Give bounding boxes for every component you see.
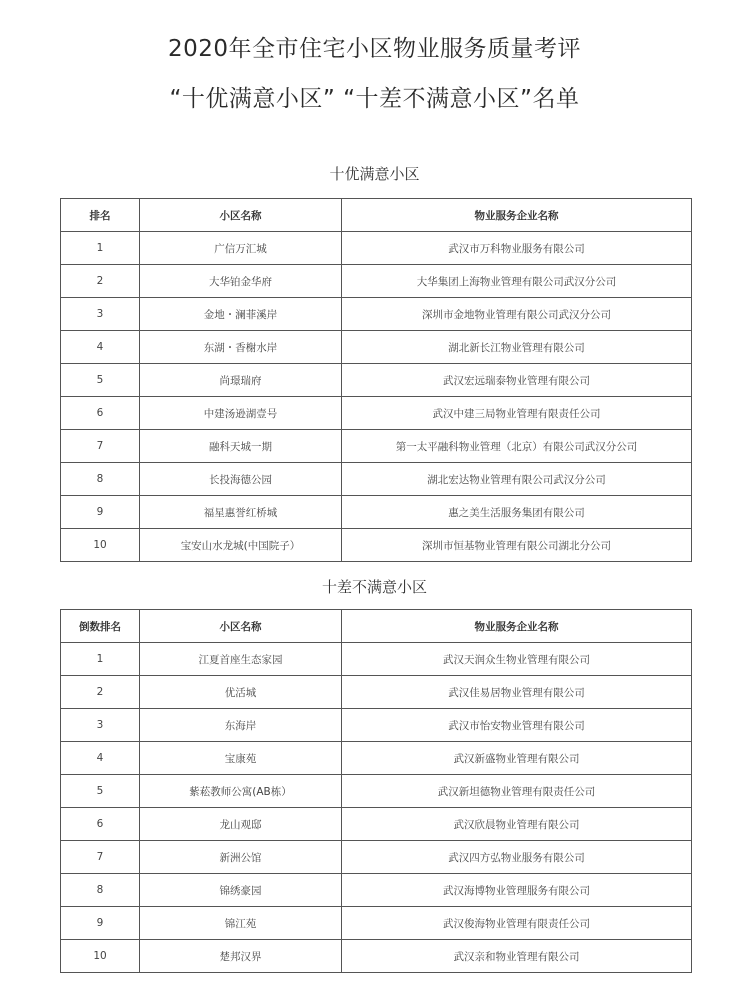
bottom-ten-table [60, 609, 692, 973]
page-title-line-2: “十优满意小区” “十差不满意小区”名单 [169, 86, 580, 112]
table-row [61, 232, 692, 265]
table-row [61, 397, 692, 430]
rank-cell: 8 [61, 463, 140, 496]
property-company-cell: 武汉欣晨物业管理有限公司 [342, 808, 692, 841]
property-company-cell: 深圳市金地物业管理有限公司武汉分公司 [342, 298, 692, 331]
table-row [61, 265, 692, 298]
header-reverse-rank: 倒数排名 [61, 610, 140, 643]
community-name-cell: 中建汤逊湖壹号 [140, 397, 342, 430]
table-row [61, 841, 692, 874]
community-name-cell: 融科天城一期 [140, 430, 342, 463]
community-name-cell: 锦绣豪园 [140, 874, 342, 907]
property-company-cell: 武汉新盛物业管理有限公司 [342, 742, 692, 775]
table-row [61, 643, 692, 676]
community-name-cell: 金地・澜菲溪岸 [140, 298, 342, 331]
rank-cell: 10 [61, 940, 140, 973]
community-name-cell: 尚璟瑞府 [140, 364, 342, 397]
table-row [61, 775, 692, 808]
community-name-cell: 广信万汇城 [140, 232, 342, 265]
table-header-row [61, 610, 692, 643]
property-company-cell: 大华集团上海物业管理有限公司武汉分公司 [342, 265, 692, 298]
property-company-cell: 武汉市万科物业服务有限公司 [342, 232, 692, 265]
page-title-line-1: 2020年全市住宅小区物业服务质量考评 [167, 36, 582, 62]
property-company-cell: 湖北新长江物业管理有限公司 [342, 331, 692, 364]
table-row [61, 331, 692, 364]
community-name-cell: 宝安山水龙城(中国院子） [140, 529, 342, 562]
rank-cell: 5 [61, 364, 140, 397]
table-row [61, 808, 692, 841]
rank-cell: 6 [61, 397, 140, 430]
table-row [61, 298, 692, 331]
property-company-cell: 武汉天润众生物业管理有限公司 [342, 643, 692, 676]
top-ten-section-title: 十优满意小区 [329, 165, 420, 183]
community-name-cell: 江夏首座生态家园 [140, 643, 342, 676]
table-row [61, 496, 692, 529]
rank-cell: 2 [61, 265, 140, 298]
rank-cell: 10 [61, 529, 140, 562]
community-name-cell: 紫菘教师公寓(AB栋） [140, 775, 342, 808]
table-row [61, 874, 692, 907]
table-row [61, 940, 692, 973]
table-row [61, 463, 692, 496]
community-name-cell: 龙山观邸 [140, 808, 342, 841]
table-row [61, 529, 692, 562]
rank-cell: 1 [61, 232, 140, 265]
community-name-cell: 东湖・香榭水岸 [140, 331, 342, 364]
rank-cell: 5 [61, 775, 140, 808]
community-name-cell: 大华铂金华府 [140, 265, 342, 298]
property-company-cell: 武汉四方弘物业服务有限公司 [342, 841, 692, 874]
table-row [61, 430, 692, 463]
table-row [61, 742, 692, 775]
table-row [61, 907, 692, 940]
table-row [61, 364, 692, 397]
property-company-cell: 武汉新坦德物业管理有限责任公司 [342, 775, 692, 808]
top-ten-table [60, 198, 692, 562]
table-header-row [61, 199, 692, 232]
rank-cell: 7 [61, 841, 140, 874]
community-name-cell: 楚邦汉界 [140, 940, 342, 973]
community-name-cell: 优活城 [140, 676, 342, 709]
property-company-cell: 武汉中建三局物业管理有限责任公司 [342, 397, 692, 430]
community-name-cell: 东海岸 [140, 709, 342, 742]
property-company-cell: 惠之美生活服务集团有限公司 [342, 496, 692, 529]
community-name-cell: 长投海德公园 [140, 463, 342, 496]
property-company-cell: 湖北宏达物业管理有限公司武汉分公司 [342, 463, 692, 496]
rank-cell: 4 [61, 742, 140, 775]
property-company-cell: 武汉海博物业管理服务有限公司 [342, 874, 692, 907]
property-company-cell: 武汉亲和物业管理有限公司 [342, 940, 692, 973]
header-rank: 排名 [61, 199, 140, 232]
rank-cell: 2 [61, 676, 140, 709]
community-name-cell: 新洲公馆 [140, 841, 342, 874]
property-company-cell: 武汉宏远瑞泰物业管理有限公司 [342, 364, 692, 397]
property-company-cell: 深圳市恒基物业管理有限公司湖北分公司 [342, 529, 692, 562]
community-name-cell: 福星惠誉红桥城 [140, 496, 342, 529]
property-company-cell: 武汉佳易居物业管理有限公司 [342, 676, 692, 709]
rank-cell: 4 [61, 331, 140, 364]
header-community-name: 小区名称 [140, 199, 342, 232]
header-community-name: 小区名称 [140, 610, 342, 643]
table-row [61, 709, 692, 742]
rank-cell: 9 [61, 496, 140, 529]
rank-cell: 1 [61, 643, 140, 676]
rank-cell: 3 [61, 298, 140, 331]
property-company-cell: 武汉市怡安物业管理有限公司 [342, 709, 692, 742]
rank-cell: 8 [61, 874, 140, 907]
property-company-cell: 第一太平融科物业管理（北京）有限公司武汉分公司 [342, 430, 692, 463]
table-row [61, 676, 692, 709]
rank-cell: 7 [61, 430, 140, 463]
rank-cell: 6 [61, 808, 140, 841]
community-name-cell: 宝康苑 [140, 742, 342, 775]
rank-cell: 9 [61, 907, 140, 940]
bottom-ten-section-title: 十差不满意小区 [321, 578, 427, 596]
community-name-cell: 锦江苑 [140, 907, 342, 940]
header-property-company: 物业服务企业名称 [342, 199, 692, 232]
rank-cell: 3 [61, 709, 140, 742]
property-company-cell: 武汉俊海物业管理有限责任公司 [342, 907, 692, 940]
header-property-company: 物业服务企业名称 [342, 610, 692, 643]
